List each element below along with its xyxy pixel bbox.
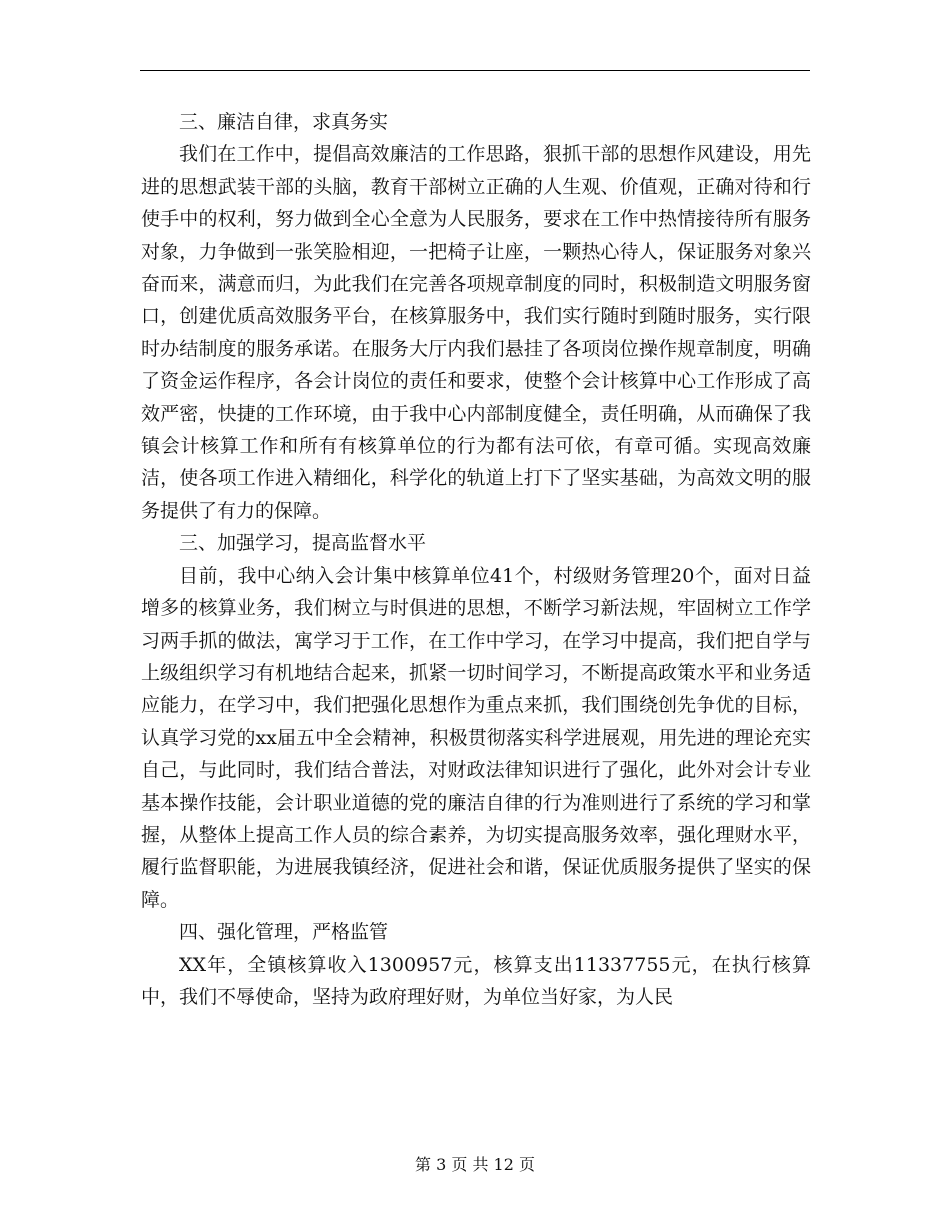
section-heading: 三、廉洁自律，求真务实 [179, 111, 389, 133]
body-paragraph: 我们在工作中，提倡高效廉洁的工作思路，狠抓干部的思想作风建设，用先进的思想武装干部的头脑，教育干部树立正确的人生观、价值观，正确对待和行使手中的权利，努力做到全心全意为人民服务，要求在工作中热情接待所有服务对象，力争做到一张笑脸相迎，一把椅子让座，一颗热心待人，保证服务对象兴奋而来，满意而归，为此我们在完善各项规章制度的同时，积极制造文明服务窗口，创建优质高效服务平台，在核算服务中，我们实行随时到随时服务，实行限时办结制度的服务承诺。在服务大厅内我们悬挂了各项岗位操作规章制度，明确了资金运作程序，各会计岗位的责任和要求，使整个会计核算中心工作形成了高效严密，快捷的工作环境，由于我中心内部制度健全，责任明确，从而确保了我镇会计核算工作和所有有核算单位的行为都有法可依，有章可循。实现高效廉洁，使各项工作进入精细化，科学化的轨道上打下了坚实基础，为高效文明的服务提供了有力的保障。 [141, 143, 811, 522]
body-paragraph: 目前，我中心纳入会计集中核算单位41个，村级财务管理20个，面对日益增多的核算业务，我们树立与时俱进的思想，不断学习新法规，牢固树立工作学习两手抓的做法，寓学习于工作，在工作中学习，在学习中提高，我们把自学与上级组织学习有机地结合起来，抓紧一切时间学习，不断提高政策水平和业务适应能力，在学习中，我们把强化思想作为重点来抓，我们围绕创先争优的目标，认真学习党的xx届五中全会精神，积极贯彻落实科学进展观，用先进的理论充实自己，与此同时，我们结合普法，对财政法律知识进行了强化，此外对会计专业基本操作技能，会计职业道德的党的廉洁自律的行为准则进行了系统的学习和掌握，从整体上提高工作人员的综合素养，为切实提高服务效率，强化理财水平，履行监督职能，为进展我镇经济，促进社会和谐，保证优质服务提供了坚实的保障。 [141, 564, 811, 911]
section-heading: 四、强化管理，严格监管 [179, 921, 389, 944]
section-heading: 三、加强学习，提高监督水平 [179, 532, 427, 555]
header-rule [140, 70, 810, 71]
body-paragraph: XX年，全镇核算收入1300957元，核算支出11337755元，在执行核算中，我们不辱使命，坚持为政府理好财，为单位当好家，为人民 [141, 953, 811, 1008]
document-body [141, 106, 811, 1013]
page-number: 第 3 页 共 12 页 [415, 1155, 535, 1174]
